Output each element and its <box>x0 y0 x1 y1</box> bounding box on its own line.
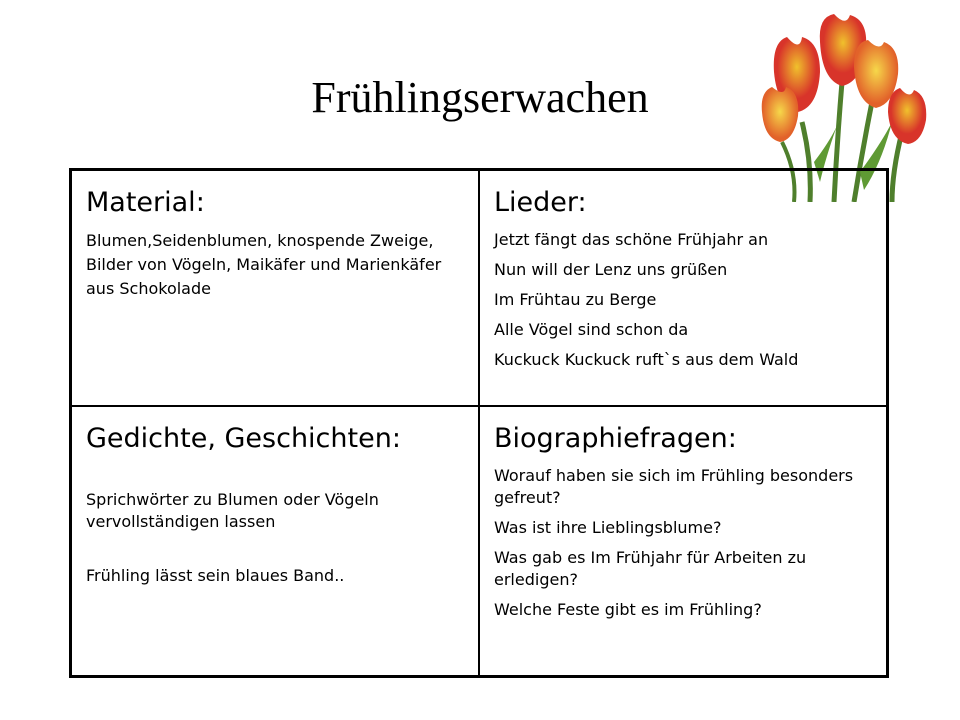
lieder-heading: Lieder: <box>494 187 587 218</box>
content-table <box>69 168 889 678</box>
slide-title: Frühlingserwachen <box>311 73 649 122</box>
biographie-item: Worauf haben sie sich im Frühling besonders gefreut? <box>494 466 854 507</box>
gedichte-cell <box>72 407 480 675</box>
biographie-cell <box>480 407 886 675</box>
gedichte-item: Sprichwörter zu Blumen oder Vögeln vervollständigen lassen <box>86 490 379 531</box>
lieder-item: Jetzt fängt das schöne Frühjahr an <box>494 230 769 249</box>
lieder-item: Alle Vögel sind schon da <box>494 320 689 339</box>
material-heading: Material: <box>86 187 205 218</box>
biographie-item: Welche Feste gibt es im Frühling? <box>494 600 762 619</box>
lieder-cell <box>480 171 886 407</box>
gedichte-heading: Gedichte, Geschichten: <box>86 423 401 454</box>
material-text: Blumen,Seidenblumen, knospende Zweige, Bilder von Vögeln, Maikäfer und Marienkäfer aus Schokolade <box>86 231 442 298</box>
gedichte-item: Frühling lässt sein blaues Band.. <box>86 566 345 585</box>
biographie-item: Was ist ihre Lieblingsblume? <box>494 518 722 537</box>
biographie-heading: Biographiefragen: <box>494 423 737 454</box>
material-cell <box>72 171 480 407</box>
lieder-item: Nun will der Lenz uns grüßen <box>494 260 728 279</box>
lieder-item: Im Frühtau zu Berge <box>494 290 657 309</box>
lieder-item: Kuckuck Kuckuck ruft`s aus dem Wald <box>494 350 799 369</box>
biographie-item: Was gab es Im Frühjahr für Arbeiten zu erledigen? <box>494 548 807 589</box>
